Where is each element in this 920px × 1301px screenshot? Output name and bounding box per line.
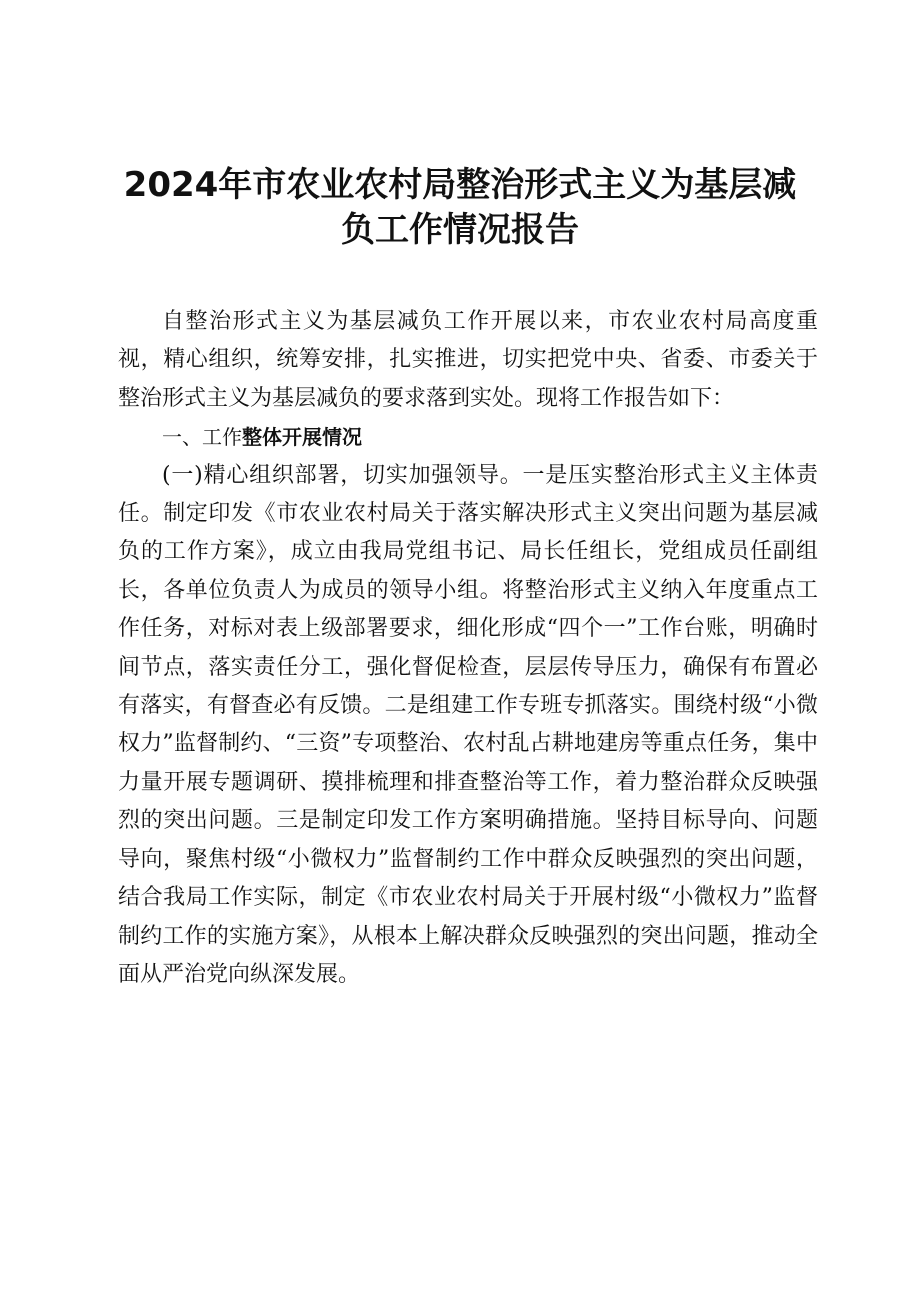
title-line-2: 负工作情况报告 — [341, 210, 579, 250]
title-line-1: 2024年市农业农村局整治形式主义为基层减 — [123, 165, 797, 205]
section-heading-prefix: 一、工作 — [162, 425, 242, 450]
subsection-paragraph-1: (一)精心组织部署，切实加强领导。一是压实整治形式主义主体责任。制定印发《市农业农村局关于落实解决形式主义突出问题为基层减负的工作方案》，成立由我局党组书记、局长任组长，党组成员任副组长，各单位负责人为成员的领导小组。将整治形式主义纳入年度重点工作任务，对标对表上级部署要求，细化形成“四个一”工作台账，明确时间节点，落实责任分工，强化督促检查，层层传导压力，确保有布置必有落实，有督查必有反馈。二是组建工作专班专抓落实。围绕村级“小微权力”监督制约、“三资”专项整治、农村乱占耕地建房等重点任务，集中力量开展专题调研、摸排梳理和排查整治等工作，着力整治群众反映强烈的突出问题。三是制定印发工作方案明确措施。坚持目标导向、问题导向，聚焦村级“小微权力”监督制约工作中群众反映强烈的突出问题，结合我局工作实际，制定《市农业农村局关于开展村级“小微权力”监督制约工作的实施方案》，从根本上解决群众反映强烈的突出问题，推动全面从严治党向纵深发展。 — [118, 462, 818, 987]
intro-paragraph: 自整治形式主义为基层减负工作开展以来，市农业农村局高度重视，精心组织，统筹安排，扎实推进，切实把党中央、省委、市委关于整治形式主义为基层减负的要求落到实处。现将工作报告如下： — [118, 309, 818, 411]
document-title — [120, 163, 800, 253]
section-heading-bold: 整体开展情况 — [242, 425, 362, 450]
document-body — [118, 303, 818, 994]
section-heading-1 — [118, 418, 818, 456]
